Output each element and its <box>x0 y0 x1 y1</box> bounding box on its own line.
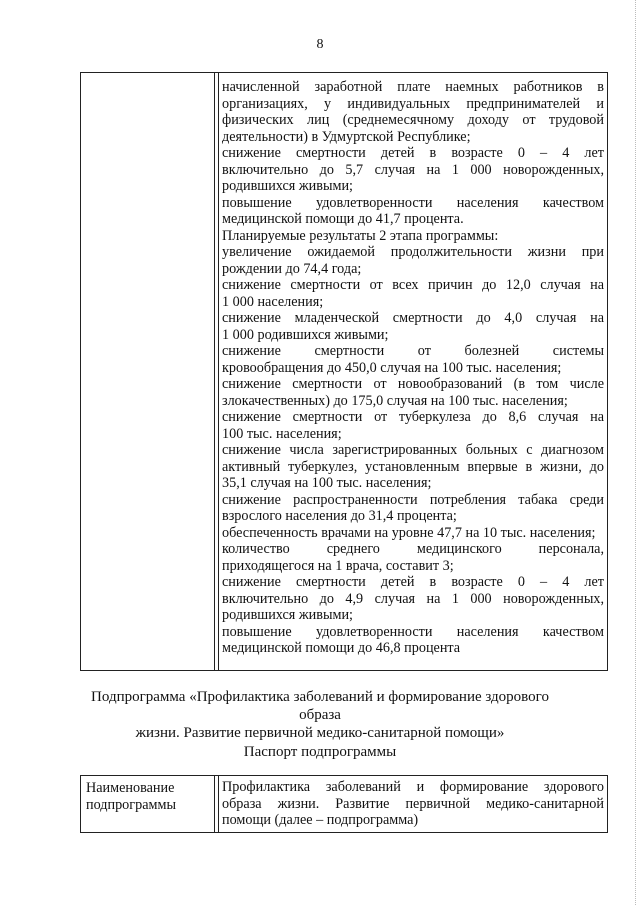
results-text-line: начисленной заработной плате наемных работников в <box>222 79 604 95</box>
results-text-line: увеличение ожидаемой продолжительности жизни при <box>222 244 604 260</box>
results-text-line: физических лиц (среднемесячному доходу от трудовой <box>222 112 604 128</box>
results-text-line: 100 тыс. населения; <box>222 425 342 442</box>
results-text-cell <box>222 79 604 657</box>
results-text-line: снижение смертности от новообразований (в том числе <box>222 376 604 392</box>
table-column-divider-inner <box>218 73 219 670</box>
passport-name-label-cell <box>86 780 212 814</box>
passport-name-value-cell <box>222 779 604 829</box>
results-text-line: повышение удовлетворенности населения качеством <box>222 194 604 211</box>
results-text-line: снижение числа зарегистрированных больных с диагнозом <box>222 442 604 458</box>
results-text-line: включительно до 5,7 случая на 1 000 новорожденных, <box>222 161 604 178</box>
results-text-line: повышение удовлетворенности населения качеством <box>222 623 604 640</box>
subprogram-heading-line-2: жизни. Развитие первичной медико-санитарной помощи» <box>135 725 505 741</box>
results-text-line: снижение смертности детей в возрасте 0 – 4 лет <box>222 145 604 161</box>
results-text-line: 1 000 родившихся живыми; <box>222 326 389 343</box>
results-text-line: количество среднего медицинского персонала, <box>222 541 604 557</box>
results-text-line: родившихся живыми; <box>222 178 353 194</box>
page-number: 8 <box>316 37 324 52</box>
results-text-line: снижение смертности от болезней системы <box>222 343 604 359</box>
results-text-line: Планируемые результаты 2 этапа программы: <box>222 227 499 244</box>
results-text-line: включительно до 4,9 случая на 1 000 новорожденных, <box>222 590 604 607</box>
results-text-line: снижение младенческой смертности до 4,0 случая на <box>222 310 604 326</box>
passport-title: Паспорт подпрограммы <box>243 744 397 760</box>
results-text-line: снижение смертности от всех причин до 12,0 случая на <box>222 277 604 293</box>
results-text-line: взрослого населения до 31,4 процента; <box>222 508 457 524</box>
results-text-line: обеспеченность врачами на уровне 47,7 на 10 тыс. населения; <box>222 524 596 541</box>
results-text-line: рождении до 74,4 года; <box>222 260 362 277</box>
passport-name-value-line: помощи (далее – подпрограмма) <box>222 812 419 828</box>
passport-name-label-line-1: Наименование <box>86 780 175 796</box>
table-column-divider-inner <box>218 776 219 832</box>
results-text-line: снижение смертности от туберкулеза до 8,6 случая на <box>222 409 604 425</box>
results-text-line: снижение распространенности потребления табака среди <box>222 491 604 508</box>
results-table <box>80 72 608 671</box>
passport-table <box>80 775 608 833</box>
results-text-line: медицинской помощи до 41,7 процента. <box>222 211 464 227</box>
table-column-divider <box>214 73 215 670</box>
table-column-divider <box>214 776 215 832</box>
results-text-line: активный туберкулез, установленным впервые в жизни, до <box>222 458 604 475</box>
results-text-line: деятельности) в Удмуртской Республике; <box>222 128 471 145</box>
subprogram-heading-line-1: Подпрограмма «Профилактика заболеваний и формирование здорового образа <box>91 689 549 723</box>
results-text-line: организациях, у индивидуальных предпринимателей и <box>222 95 604 112</box>
passport-name-value-line: Профилактика заболеваний и формирование здорового <box>222 779 604 795</box>
results-text-line: злокачественных) до 175,0 случая на 100 тыс. населения; <box>222 392 568 409</box>
results-text-line: кровообращения до 450,0 случая на 100 тыс. населения; <box>222 359 562 376</box>
subprogram-heading <box>70 688 570 742</box>
passport-name-label-line-2: подпрограммы <box>86 797 176 813</box>
results-text-line: 1 000 населения; <box>222 293 324 310</box>
results-text-line: снижение смертности детей в возрасте 0 – 4 лет <box>222 574 604 590</box>
passport-name-value-line: образа жизни. Развитие первичной медико-санитарной <box>222 795 604 812</box>
scan-edge <box>633 0 636 905</box>
results-text-line: 35,1 случая на 100 тыс. населения; <box>222 475 432 491</box>
results-text-line: медицинской помощи до 46,8 процента <box>222 640 461 656</box>
results-text-line: приходящегося на 1 врача, составит 3; <box>222 557 454 574</box>
results-text-line: родившихся живыми; <box>222 607 353 623</box>
